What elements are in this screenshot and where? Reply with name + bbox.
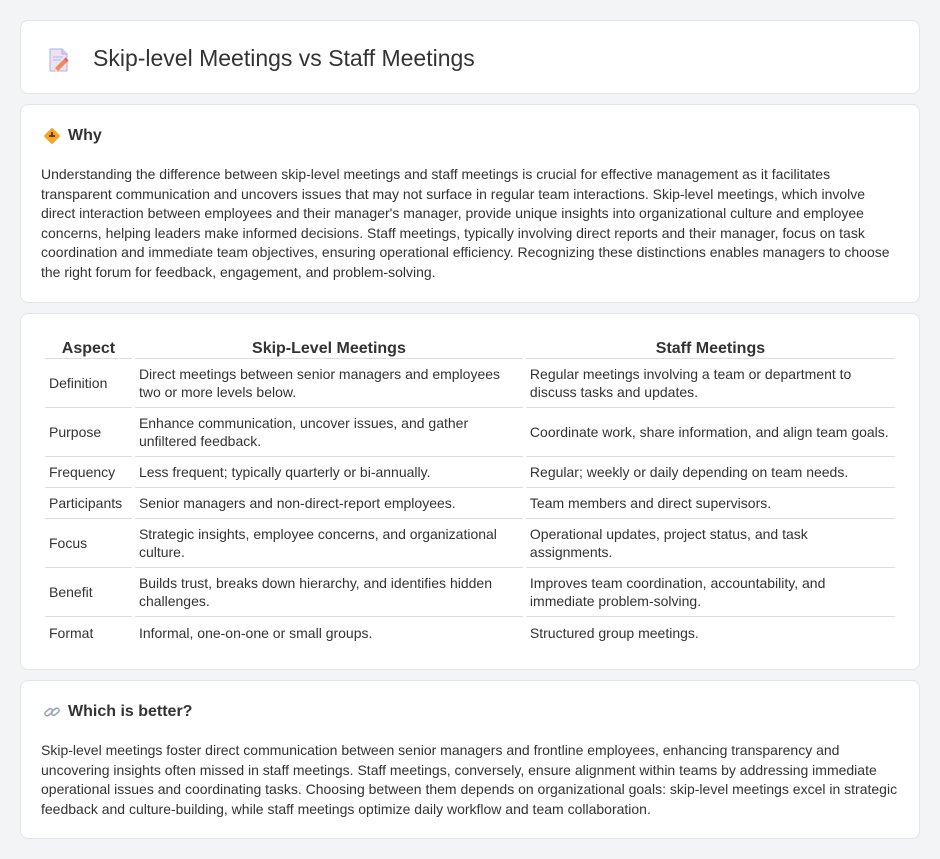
staff-cell: Structured group meetings.: [529, 624, 699, 641]
link-icon: [43, 703, 61, 721]
why-text: Understanding the difference between skip-level meetings and staff meetings is crucial for effective management as it facilitates transparent communication and uncovers issues that may not surface in regular team interactions. Skip-level meetings, which involve direct interaction between employees and their manager's manager, provide unique insights into organizational culture and employee concerns, helping leaders make informed decisions. Staff meetings, typically involving direct reports and their manager, focus on task coordination and immediate team objectives, ensuring operational efficiency. Recognizing these distinctions enables managers to choose the right forum for feedback, engagement, and problem-solving.: [41, 166, 890, 280]
why-heading-row: [43, 127, 102, 145]
table-header-row: [45, 336, 895, 359]
column-header-staff: Staff Meetings: [526, 336, 895, 359]
skip-level-cell: Informal, one-on-one or small groups.: [138, 624, 373, 641]
skip-level-cell: Less frequent; typically quarterly or bi-annually.: [135, 457, 523, 488]
aspect-cell: Format: [49, 624, 94, 641]
better-text: Skip-level meetings foster direct communication between senior managers and frontline employees, enhancing transparency and uncovering insights often missed in staff meetings. Staff meetings, conversely, ensure alignment within teams by addressing immediate operational issues and coordinating tasks. Choosing between them depends on organizational goals: skip-level meetings excel in strategic feedback and culture-building, while staff meetings optimize daily workflow and team collaboration.: [41, 742, 898, 817]
skip-level-cell: Builds trust, breaks down hierarchy, and identifies hidden challenges.: [135, 568, 523, 617]
staff-cell: Team members and direct supervisors.: [526, 488, 895, 519]
table-row: [45, 488, 895, 519]
staff-cell: Operational updates, project status, and task assignments.: [526, 519, 895, 568]
aspect-cell: Frequency: [45, 457, 132, 488]
title-card: [20, 20, 920, 94]
staff-cell: Regular; weekly or daily depending on team needs.: [526, 457, 895, 488]
aspect-cell: Participants: [45, 488, 132, 519]
table-row: [45, 408, 895, 457]
column-header-aspect: Aspect: [45, 336, 132, 359]
better-heading: Which is better?: [68, 703, 193, 720]
column-header-skip-level: Skip-Level Meetings: [135, 336, 523, 359]
staff-cell: Regular meetings involving a team or department to discuss tasks and updates.: [526, 359, 895, 408]
aspect-cell: Purpose: [45, 408, 132, 457]
which-is-better-section: [20, 680, 920, 839]
comparison-table: [42, 336, 898, 648]
table-row: [45, 519, 895, 568]
skip-level-cell: Enhance communication, uncover issues, and gather unfiltered feedback.: [135, 408, 523, 457]
better-heading-row: [43, 703, 192, 721]
staff-cell: Improves team coordination, accountability, and immediate problem-solving.: [526, 568, 895, 617]
aspect-cell: Definition: [45, 359, 132, 408]
comparison-section: [20, 313, 920, 670]
diamond-sign-icon: [43, 127, 61, 145]
why-section: [20, 104, 920, 303]
page-title: Skip-level Meetings vs Staff Meetings: [93, 45, 475, 71]
staff-cell: Coordinate work, share information, and align team goals.: [526, 408, 895, 457]
skip-level-cell: Strategic insights, employee concerns, and organizational culture.: [135, 519, 523, 568]
table-row: [45, 359, 895, 408]
skip-level-cell: Senior managers and non-direct-report employees.: [135, 488, 523, 519]
table-row: [45, 568, 895, 617]
skip-level-cell: Direct meetings between senior managers and employees two or more levels below.: [135, 359, 523, 408]
table-row: [45, 617, 895, 648]
aspect-cell: Benefit: [45, 568, 132, 617]
table-row: [45, 457, 895, 488]
why-heading: Why: [68, 127, 102, 144]
aspect-cell: Focus: [45, 519, 132, 568]
document-pencil-icon: [47, 47, 71, 73]
